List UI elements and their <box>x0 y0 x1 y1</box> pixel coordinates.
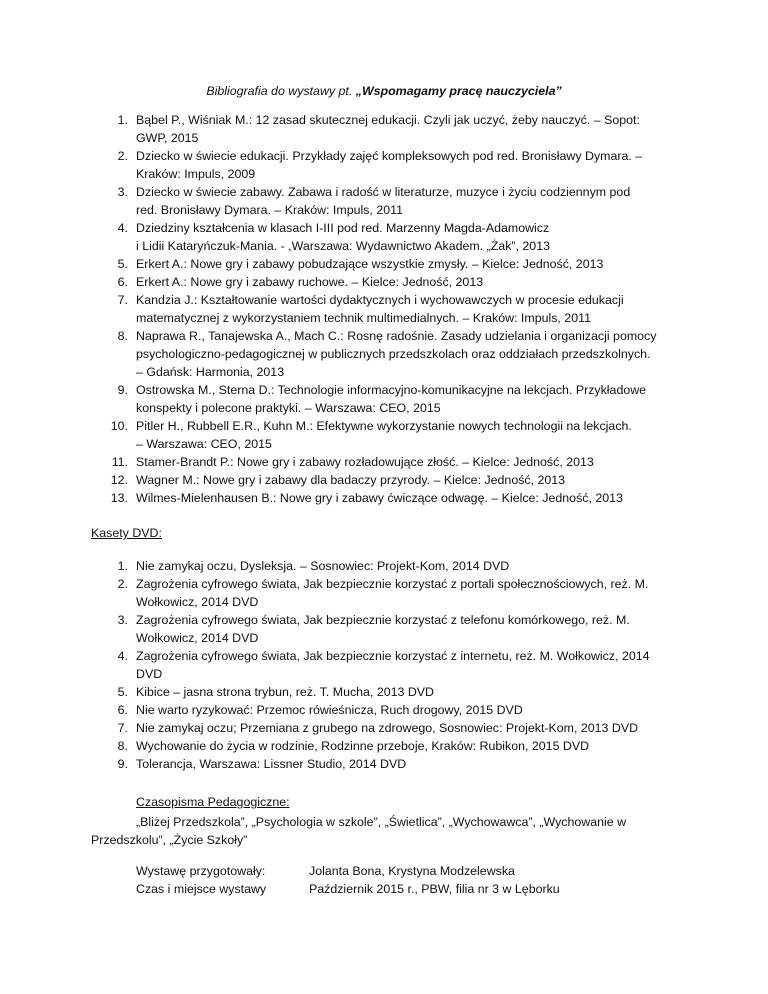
list-item: 5. Erkert A.: Nowe gry i zabawy pobudzające wszystkie zmysły. – Kielce: Jedność, 2013 <box>117 257 604 271</box>
prepared-by-value: Jolanta Bona, Krystyna Modzelewska <box>309 864 515 878</box>
list-item: 2. Dziecko w świecie edukacji. Przykłady zajęć kompleksowych pod red. Bronisławy Dymara. – Kraków: Impuls, 2009 <box>117 149 643 181</box>
list-item: 12. Wagner M.: Nowe gry i zabawy dla badaczy przyrody. – Kielce: Jedność, 2013 <box>110 473 566 487</box>
list-item: 9. Tolerancja, Warszawa: Lissner Studio, 2014 DVD <box>117 757 407 771</box>
bibliography-list <box>0 111 768 507</box>
magazines-heading: Czasopisma Pedagogiczne: <box>136 795 290 809</box>
dvd-heading: Kasety DVD: <box>91 526 162 540</box>
list-item: 8. Naprawa R., Tanajewska A., Mach C.: Rosnę radośnie. Zasady udzielania i organizacji pomocy psychologiczno-pedagogicznej w publicznych przedszkolach oraz oddziałach przedszkolnych. – Gdańsk: Harmonia, 2013 <box>117 329 657 379</box>
list-item: 9. Ostrowska M., Sterna D.: Technologie informacyjno-komunikacyjne na lekcjach. Przykładowe konspekty i polecone praktyki. – Warszawa: CEO, 2015 <box>117 383 647 415</box>
list-item: 13. Wilmes-Mielenhausen B.: Nowe gry i zabawy ćwiczące odwagę. – Kielce: Jedność, 2013 <box>110 491 623 505</box>
dvd-list <box>0 557 768 773</box>
list-item: 11. Stamer-Brandt P.: Nowe gry i zabawy rozładowujące złość. – Kielce: Jedność, 2013 <box>111 455 594 469</box>
time-place-value: Październik 2015 r., PBW, filia nr 3 w Lęborku <box>309 882 560 896</box>
list-item: 8. Wychowanie do życia w rodzinie, Rodzinne przeboje, Kraków: Rubikon, 2015 DVD <box>117 739 590 753</box>
list-item: 6. Nie warto ryzykować: Przemoc rówieśnicza, Ruch drogowy, 2015 DVD <box>117 703 523 717</box>
list-item: 7. Kandzia J.: Kształtowanie wartości dydaktycznych i wychowawczych w procesie edukacji matematycznej z wykorzystaniem technik multimedialnych. – Kraków: Impuls, 2011 <box>117 293 624 325</box>
list-item: 7. Nie zamykaj oczu; Przemiana z grubego na zdrowego, Sosnowiec: Projekt-Kom, 2013 DVD <box>117 721 639 735</box>
magazines-text: „Bliżej Przedszkola”, „Psychologia w szkole”, „Świetlica”, „Wychowawca”, „Wychowanie w Przedszkolu”, „Życie Szkoły” <box>91 815 627 847</box>
time-place-label: Czas i miejsce wystawy <box>136 882 267 896</box>
list-item: 4. Zagrożenia cyfrowego świata, Jak bezpiecznie korzystać z internetu, reż. M. Wołkowicz, 2014 DVD <box>117 649 650 681</box>
list-item: 5. Kibice – jasna strona trybun, reż. T. Mucha, 2013 DVD <box>117 685 434 699</box>
document-title <box>0 82 768 100</box>
list-item: 3. Zagrożenia cyfrowego świata, Jak bezpiecznie korzystać z telefonu komórkowego, reż. M. Wołkowicz, 2014 DVD <box>117 613 630 645</box>
title-prefix: Bibliografia do wystawy pt. <box>206 84 356 98</box>
list-item: 1. Nie zamykaj oczu, Dysleksja. – Sosnowiec: Projekt-Kom, 2014 DVD <box>117 559 510 573</box>
exhibition-name: „Wspomagamy pracę nauczyciela” <box>355 84 562 98</box>
list-item: 6. Erkert A.: Nowe gry i zabawy ruchowe. – Kielce: Jedność, 2013 <box>117 275 484 289</box>
list-item: 1. Bąbel P., Wiśniak M.: 12 zasad skutecznej edukacji. Czyli jak uczyć, żeby nauczyć. – Sopot: GWP, 2015 <box>117 113 640 145</box>
prepared-by-label: Wystawę przygotowały: <box>136 864 266 878</box>
list-item: 3. Dziecko w świecie zabawy. Zabawa i radość w literaturze, muzyce i życiu codziennym pod red. Bronisławy Dymara. – Kraków: Impuls, 2011 <box>117 185 631 217</box>
list-item: 4. Dziedziny kształcenia w klasach I-III pod red. Marzenny Magda-Adamowicz i Lidii Kataryńczuk-Mania. - ,Warszawa: Wydawnictwo Akadem. „Żak”, 2013 <box>117 221 550 253</box>
list-item: 10. Pitler H., Rubbell E.R., Kuhn M.: Efektywne wykorzystanie nowych technologii na lekcjach. – Warszawa: CEO, 2015 <box>110 419 632 451</box>
list-item: 2. Zagrożenia cyfrowego świata, Jak bezpiecznie korzystać z portali społecznościowych, reż. M. Wołkowicz, 2014 DVD <box>117 577 649 609</box>
